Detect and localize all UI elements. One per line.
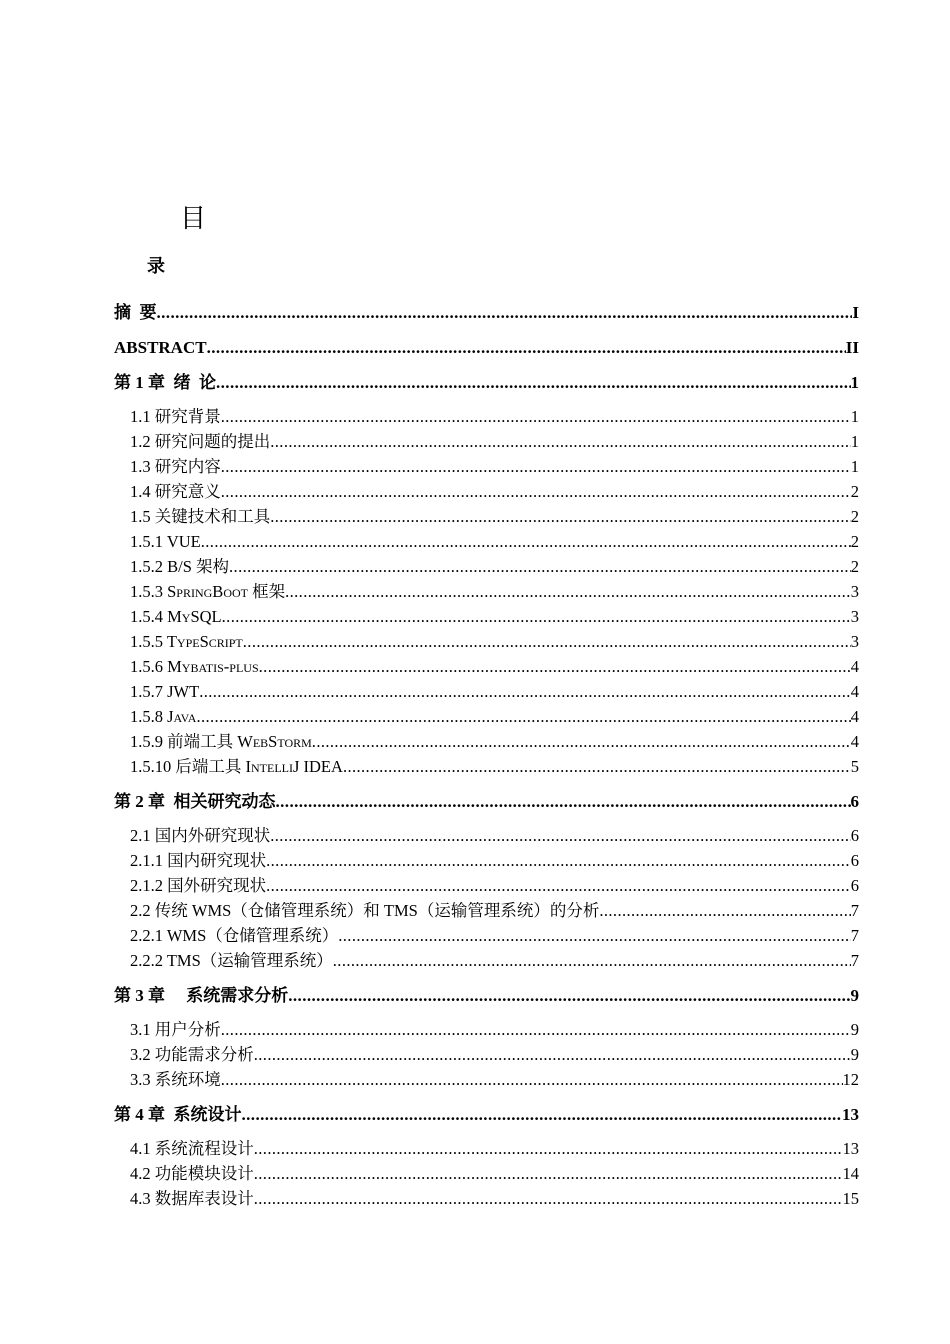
toc-page-number: 5 — [850, 757, 859, 776]
toc-section-entry[interactable] — [114, 873, 859, 898]
toc-section-entry[interactable] — [114, 754, 859, 779]
toc-entry-label: 1.5.2 B/S 架构 — [130, 557, 230, 576]
toc-section-entry[interactable] — [114, 848, 859, 873]
toc-dot-leader — [270, 429, 851, 454]
toc-dot-leader — [266, 848, 851, 873]
toc-chapter-entry[interactable] — [114, 1102, 859, 1127]
toc-section-entry[interactable] — [114, 923, 859, 948]
toc-entry-label: 1.4 研究意义 — [130, 482, 221, 501]
toc-page-number: 3 — [850, 607, 859, 626]
toc-section-entry[interactable] — [114, 429, 859, 454]
toc-page-number: 13 — [842, 1139, 859, 1158]
toc-page-number: 4 — [850, 682, 859, 701]
toc-chapter-entry[interactable] — [114, 983, 859, 1008]
toc-chapter-entry[interactable] — [114, 370, 859, 395]
toc-entry-label: 2.2 传统 WMS（仓储管理系统）和 TMS（运输管理系统）的分析 — [130, 901, 600, 920]
toc-dot-leader — [157, 300, 853, 325]
toc-page-number: 3 — [850, 632, 859, 651]
toc-entry-label: 1.5.3 SpringBoot 框架 — [130, 582, 286, 601]
toc-section-entry[interactable] — [114, 1136, 859, 1161]
toc-entry-label: 4.2 功能模块设计 — [130, 1164, 254, 1183]
toc-entry-label: 4.3 数据库表设计 — [130, 1189, 254, 1208]
toc-dot-leader — [599, 898, 850, 923]
toc-dot-leader — [201, 529, 851, 554]
toc-section-entry[interactable] — [114, 898, 859, 923]
toc-page-number: 9 — [850, 986, 859, 1005]
toc-entry-label: 1.2 研究问题的提出 — [130, 432, 271, 451]
toc-dot-leader — [196, 704, 850, 729]
toc-dot-leader — [199, 679, 851, 704]
toc-section-entry[interactable] — [114, 948, 859, 973]
toc-section-entry[interactable] — [114, 529, 859, 554]
toc-entry-label: 1.1 研究背景 — [130, 407, 221, 426]
toc-page-number: 6 — [850, 876, 859, 895]
toc-section-entry[interactable] — [114, 554, 859, 579]
toc-dot-leader — [243, 629, 851, 654]
toc-entry-label: 1.5.6 Mybatis-plus — [130, 657, 259, 676]
toc-dot-leader — [254, 1042, 851, 1067]
toc-entry-label: 1.3 研究内容 — [130, 457, 221, 476]
toc-page-number: 7 — [850, 951, 859, 970]
toc-section-entry[interactable] — [114, 404, 859, 429]
toc-dot-leader — [221, 1017, 851, 1042]
toc-section-entry[interactable] — [114, 729, 859, 754]
toc-dot-leader — [333, 948, 851, 973]
toc-page-number: 2 — [850, 557, 859, 576]
toc-page-number: 2 — [850, 532, 859, 551]
toc-page-number: 4 — [850, 657, 859, 676]
toc-section-entry[interactable] — [114, 654, 859, 679]
toc-dot-leader — [254, 1136, 843, 1161]
toc-page-number: 4 — [850, 707, 859, 726]
toc-dot-leader — [207, 335, 846, 360]
toc-entry-label: 2.1 国内外研究现状 — [130, 826, 271, 845]
toc-dot-leader — [276, 789, 851, 814]
toc-page-number: 3 — [850, 582, 859, 601]
toc-section-entry[interactable] — [114, 1042, 859, 1067]
toc-entry-label: 第 2 章 相关研究动态 — [114, 792, 276, 811]
toc-section-entry[interactable] — [114, 479, 859, 504]
toc-page-number: 6 — [850, 851, 859, 870]
toc-dot-leader — [288, 983, 850, 1008]
toc-dot-leader — [259, 654, 851, 679]
toc-page-number: 1 — [850, 457, 859, 476]
toc-entry-label: 摘 要 — [114, 303, 157, 322]
toc-page-number: 14 — [842, 1164, 859, 1183]
toc-dot-leader — [221, 479, 851, 504]
toc-entry-label: 2.1.1 国内研究现状 — [130, 851, 267, 870]
toc-page-number: 13 — [842, 1105, 859, 1124]
toc-entry-label: ABSTRACT — [114, 338, 207, 357]
toc-section-entry[interactable] — [114, 629, 859, 654]
toc-section-entry[interactable] — [114, 1186, 859, 1211]
toc-section-entry[interactable] — [114, 679, 859, 704]
toc-entry-label: 2.2.1 WMS（仓储管理系统） — [130, 926, 339, 945]
toc-dot-leader — [270, 823, 851, 848]
toc-entry-label: 第 3 章 系统需求分析 — [114, 986, 289, 1005]
toc-page-number: 2 — [850, 482, 859, 501]
toc-section-entry[interactable] — [114, 1161, 859, 1186]
toc-page-number: 9 — [850, 1045, 859, 1064]
toc-entry-label: 1.5.4 MySQL — [130, 607, 222, 626]
toc-section-entry[interactable] — [114, 454, 859, 479]
toc-page-number: 7 — [850, 901, 859, 920]
toc-dot-leader — [216, 370, 851, 395]
toc-page-number: I — [852, 303, 859, 322]
toc-dot-leader — [312, 729, 851, 754]
toc-section-entry[interactable] — [114, 579, 859, 604]
toc-page-number: 15 — [842, 1189, 859, 1208]
toc-entry-label: 2.2.2 TMS（运输管理系统） — [130, 951, 333, 970]
table-of-contents — [114, 300, 859, 1211]
toc-chapter-entry[interactable] — [114, 789, 859, 814]
toc-title-part1: 目 — [180, 204, 207, 233]
toc-dot-leader — [222, 604, 851, 629]
toc-entry-label: 第 1 章 绪 论 — [114, 373, 216, 392]
toc-dot-leader — [221, 454, 851, 479]
toc-dot-leader — [254, 1161, 843, 1186]
toc-dot-leader — [254, 1186, 843, 1211]
toc-entry-label: 1.5.8 Java — [130, 707, 197, 726]
toc-section-entry[interactable] — [114, 1017, 859, 1042]
toc-page-number: 4 — [850, 732, 859, 751]
toc-entry-label: 第 4 章 系统设计 — [114, 1105, 242, 1124]
toc-section-entry[interactable] — [114, 504, 859, 529]
toc-dot-leader — [343, 754, 851, 779]
toc-dot-leader — [266, 873, 851, 898]
toc-entry-label: 1.5.1 VUE — [130, 532, 201, 551]
toc-section-entry[interactable] — [114, 1067, 859, 1092]
toc-dot-leader — [270, 504, 851, 529]
toc-dot-leader — [229, 554, 851, 579]
toc-section-entry[interactable] — [114, 823, 859, 848]
toc-page-number: 6 — [850, 792, 859, 811]
toc-dot-leader — [221, 1067, 843, 1092]
toc-entry-label: 3.2 功能需求分析 — [130, 1045, 254, 1064]
toc-section-entry[interactable] — [114, 604, 859, 629]
toc-dot-leader — [285, 579, 851, 604]
toc-entry-label: 2.1.2 国外研究现状 — [130, 876, 267, 895]
toc-entry-label: 3.3 系统环境 — [130, 1070, 221, 1089]
toc-page-number: 1 — [850, 407, 859, 426]
toc-entry-label: 1.5.5 TypeScript — [130, 632, 243, 651]
toc-page-number: II — [845, 338, 859, 357]
toc-entry-label: 1.5.10 后端工具 IntelliJ IDEA — [130, 757, 343, 776]
toc-chapter-entry[interactable] — [114, 300, 859, 325]
toc-title-part2: 录 — [147, 256, 165, 276]
toc-entry-label: 1.5 关键技术和工具 — [130, 507, 271, 526]
toc-entry-label: 1.5.7 JWT — [130, 682, 200, 701]
toc-page-number: 1 — [850, 432, 859, 451]
toc-dot-leader — [242, 1102, 843, 1127]
toc-page-number: 9 — [850, 1020, 859, 1039]
toc-dot-leader — [221, 404, 851, 429]
toc-dot-leader — [338, 923, 851, 948]
toc-page-number: 7 — [850, 926, 859, 945]
toc-entry-label: 1.5.9 前端工具 WebStorm — [130, 732, 312, 751]
toc-chapter-entry[interactable] — [114, 335, 859, 360]
toc-entry-label: 3.1 用户分析 — [130, 1020, 221, 1039]
toc-page-number: 12 — [842, 1070, 859, 1089]
toc-entry-label: 4.1 系统流程设计 — [130, 1139, 254, 1158]
toc-page-number: 2 — [850, 507, 859, 526]
toc-section-entry[interactable] — [114, 704, 859, 729]
toc-page-number: 6 — [850, 826, 859, 845]
toc-page-number: 1 — [850, 373, 859, 392]
